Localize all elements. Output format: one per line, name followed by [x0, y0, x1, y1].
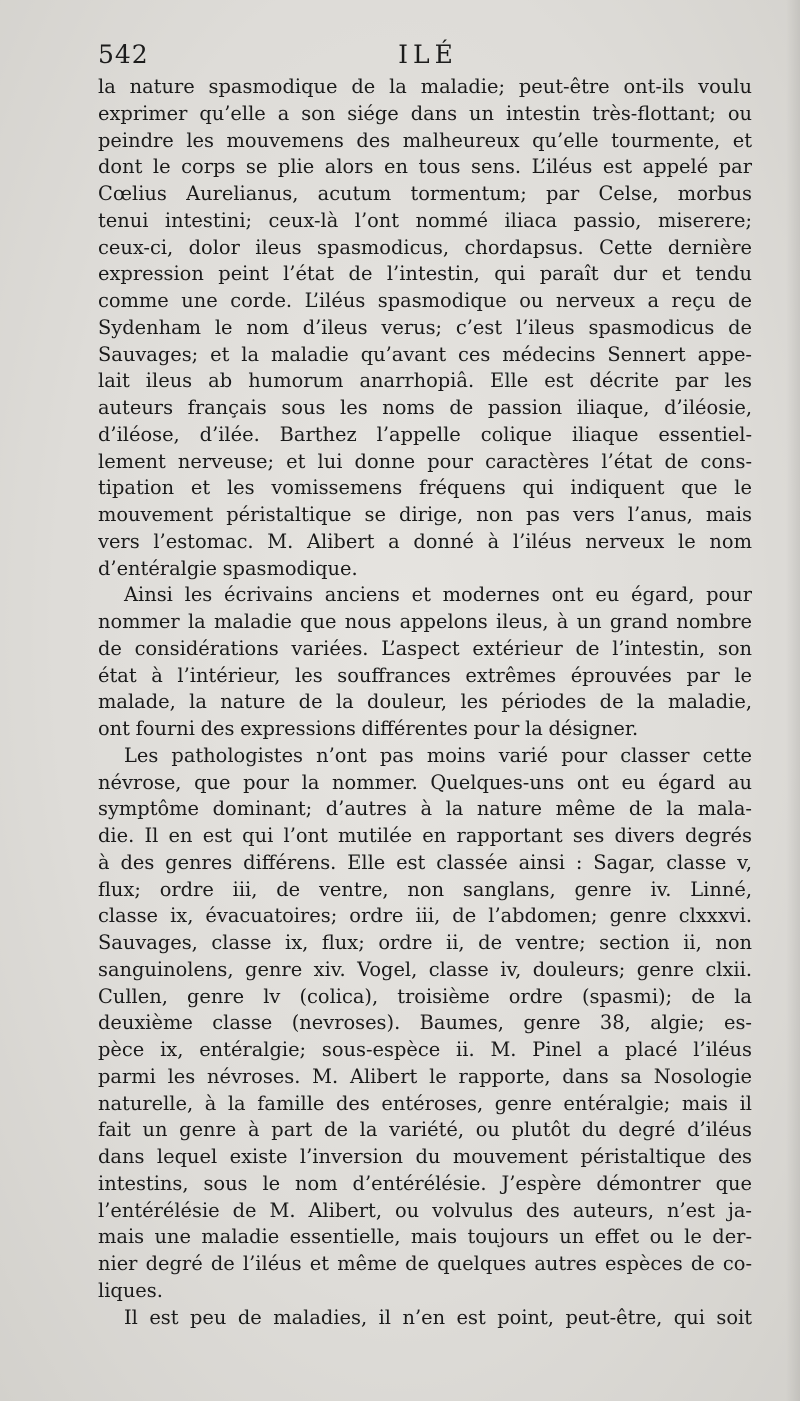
text-line: vers l’estomac. M. Alibert a donné à l’iléus nerveux le nom: [98, 529, 752, 553]
page-number: 542: [98, 40, 149, 69]
paragraph-start-line: Ainsi les écrivains anciens et modernes ont eu égard, pour: [124, 583, 752, 607]
text-line: dans lequel existe l’inversion du mouvement péristaltique des: [98, 1145, 752, 1168]
text-line: d’iléose, d’ilée. Barthez l’appelle colique iliaque essentiel-: [98, 422, 752, 446]
body-text: [98, 74, 752, 1331]
text-line: tenui intestini; ceux-là l’ont nommé iliaca passio, miserere;: [98, 208, 752, 232]
page-edge-shadow: [786, 0, 800, 1401]
text-line: naturelle, à la famille des entéroses, genre entéralgie; mais il: [98, 1091, 752, 1115]
text-line: la nature spasmodique de la maladie; peut-être ont-ils voulu: [98, 75, 752, 98]
paragraph-end-line: d’entéralgie spasmodique.: [98, 556, 358, 580]
paragraph-start-line: Il est peu de maladies, il n’en est point, peut-être, qui soit: [124, 1305, 752, 1329]
text-line: nommer la maladie que nous appelons ileus, à un grand nombre: [98, 610, 752, 633]
running-head: ILÉ: [398, 40, 458, 69]
text-line: l’entérélésie de M. Alibert, ou volvulus des auteurs, n’est ja-: [98, 1198, 752, 1222]
paragraph-end-line: ont fourni des expressions différentes pour la désigner.: [98, 717, 639, 740]
text-line: lement nerveuse; et lui donne pour caractères l’état de cons-: [98, 449, 752, 473]
text-line: expression peint l’état de l’intestin, qui paraît dur et tendu: [98, 262, 752, 286]
text-line: malade, la nature de la douleur, les périodes de la maladie,: [98, 690, 752, 714]
text-line: nier degré de l’iléus et même de quelques autres espèces de co-: [98, 1252, 752, 1275]
page-header: [98, 40, 758, 74]
text-line: parmi les névroses. M. Alibert le rapporte, dans sa Nosologie: [98, 1064, 752, 1088]
text-line: état à l’intérieur, les souffrances extrêmes éprouvées par le: [98, 663, 752, 687]
text-line: pèce ix, entéralgie; sous-espèce ii. M. Pinel a placé l’iléus: [98, 1038, 752, 1061]
paragraph-start-line: Les pathologistes n’ont pas moins varié pour classer cette: [124, 743, 752, 767]
text-line: Sydenham le nom d’ileus verus; c’est l’ileus spasmodicus de: [98, 315, 752, 339]
text-line: Sauvages; et la maladie qu’avant ces médecins Sennert appe-: [98, 342, 752, 366]
text-line: névrose, que pour la nommer. Quelques-uns ont eu égard au: [98, 770, 752, 794]
text-line: deuxième classe (nevroses). Baumes, genre 38, algie; es-: [98, 1011, 752, 1035]
text-line: de considérations variées. L’aspect extérieur de l’intestin, son: [98, 636, 752, 660]
text-line: Sauvages, classe ix, flux; ordre ii, de ventre; section ii, non: [98, 931, 752, 954]
text-line: classe ix, évacuatoires; ordre iii, de l’abdomen; genre clxxxvi.: [98, 904, 752, 928]
text-line: flux; ordre iii, de ventre, non sanglans, genre iv. Linné,: [98, 877, 752, 901]
text-line: lait ileus ab humorum anarrhopiâ. Elle est décrite par les: [98, 369, 752, 393]
text-line: symptôme dominant; d’autres à la nature même de la mala-: [98, 797, 752, 821]
text-line: ceux-ci, dolor ileus spasmodicus, chordapsus. Cette dernière: [98, 235, 752, 259]
text-line: tipation et les vomissemens fréquens qui indiquent que le: [98, 476, 752, 500]
text-line: Cullen, genre lv (colica), troisième ordre (spasmi); de la: [98, 984, 752, 1008]
text-line: comme une corde. L’iléus spasmodique ou nerveux a reçu de: [98, 289, 752, 312]
text-line: mouvement péristaltique se dirige, non pas vers l’anus, mais: [98, 503, 752, 526]
text-line: peindre les mouvemens des malheureux qu’elle tourmente, et: [98, 128, 752, 152]
text-line: auteurs français sous les noms de passion iliaque, d’iléosie,: [98, 396, 752, 419]
text-line: mais une maladie essentielle, mais toujours un effet ou le der-: [98, 1225, 752, 1249]
paragraph-end-line: liques.: [98, 1278, 163, 1302]
text-line: sanguinolens, genre xiv. Vogel, classe iv, douleurs; genre clxii.: [98, 957, 752, 981]
text-line: à des genres différens. Elle est classée ainsi : Sagar, classe v,: [98, 850, 752, 874]
text-line: die. Il en est qui l’ont mutilée en rapportant ses divers degrés: [98, 824, 752, 847]
text-line: fait un genre à part de la variété, ou plutôt du degré d’iléus: [98, 1118, 752, 1142]
text-line: exprimer qu’elle a son siége dans un intestin très-flottant; ou: [98, 101, 752, 125]
text-line: Cœlius Aurelianus, acutum tormentum; par Celse, morbus: [98, 182, 752, 205]
text-line: dont le corps se plie alors en tous sens. L’iléus est appelé par: [98, 155, 752, 179]
text-line: intestins, sous le nom d’entérélésie. J’espère démontrer que: [98, 1171, 752, 1195]
